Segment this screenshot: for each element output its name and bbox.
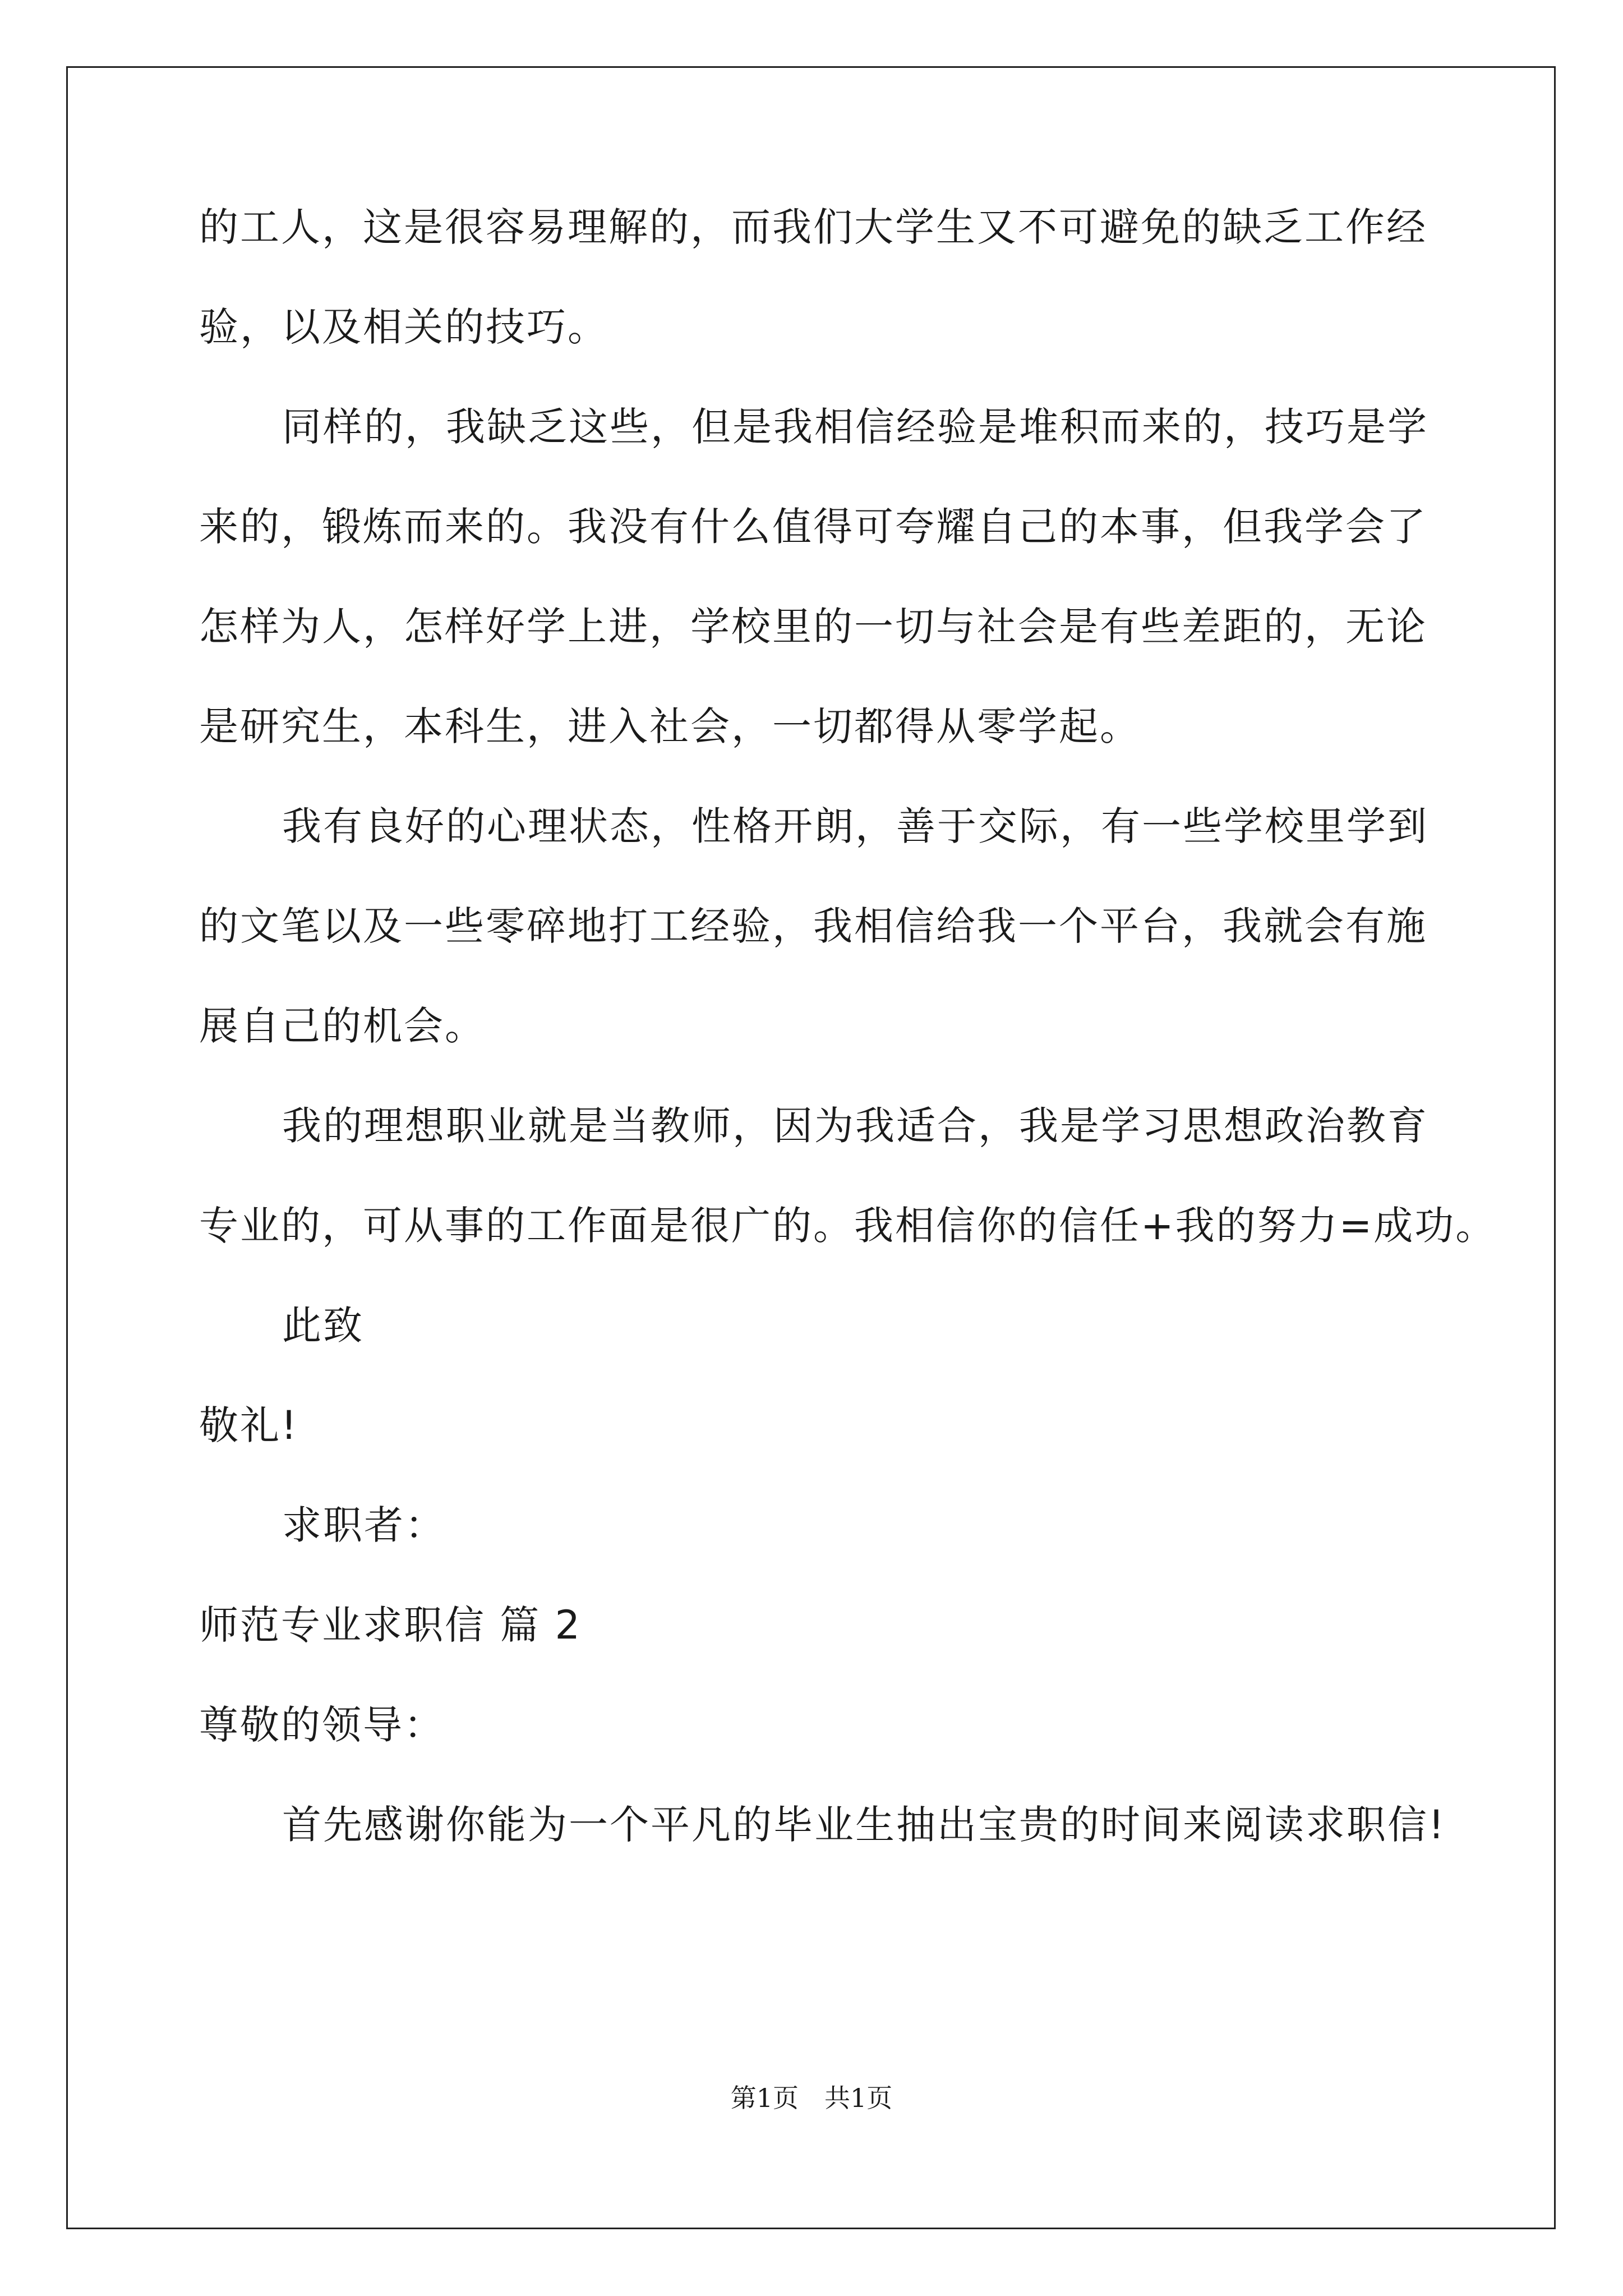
paragraph-start: 我的理想职业就是当教师，因为我适合，我是学习思想政治教育 xyxy=(282,1103,1428,1149)
signature-label: 求职者： xyxy=(282,1502,446,1548)
text-line: 专业的，可从事的工作面是很广的。我相信你的信任+我的努力=成功。 xyxy=(199,1203,1497,1249)
text-line: 来的，锻炼而来的。我没有什么值得可夸耀自己的本事，但我学会了 xyxy=(199,504,1427,550)
paragraph-start: 我有良好的心理状态，性格开朗，善于交际，有一些学校里学到 xyxy=(282,803,1428,849)
page-footer: 第1页 共1页 xyxy=(730,2083,893,2113)
text-line: 验，以及相关的技巧。 xyxy=(199,304,608,350)
text-line: 的文笔以及一些零碎地打工经验，我相信给我一个平台，我就会有施 xyxy=(199,903,1427,949)
paragraph-start: 首先感谢你能为一个平凡的毕业生抽出宝贵的时间来阅读求职信! xyxy=(282,1802,1446,1848)
closing-salutation: 此致 xyxy=(282,1303,364,1349)
section-heading: 师范专业求职信 篇 2 xyxy=(199,1602,582,1648)
text-line: 展自己的机会。 xyxy=(199,1003,486,1049)
text-line: 的工人，这是很容易理解的，而我们大学生又不可避免的缺乏工作经 xyxy=(199,204,1427,250)
greeting: 尊敬的领导： xyxy=(199,1702,445,1748)
paragraph-start: 同样的，我缺乏这些，但是我相信经验是堆积而来的，技巧是学 xyxy=(282,404,1428,450)
closing-regards: 敬礼! xyxy=(199,1402,299,1448)
text-line: 怎样为人，怎样好学上进，学校里的一切与社会是有些差距的，无论 xyxy=(199,604,1427,650)
text-line: 是研究生，本科生，进入社会，一切都得从零学起。 xyxy=(199,703,1141,749)
